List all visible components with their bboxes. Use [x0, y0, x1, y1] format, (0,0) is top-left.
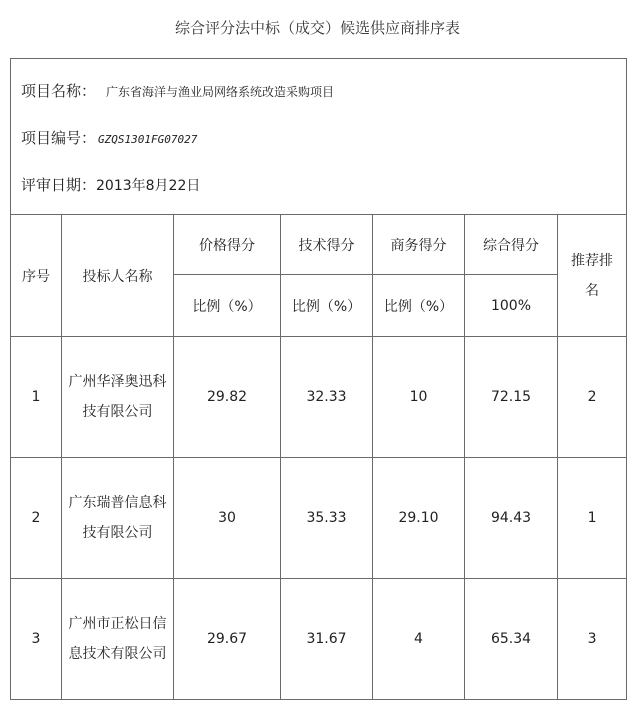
cell-total: 65.34: [465, 579, 558, 700]
review-date-value: 2013年8月22日: [96, 178, 201, 194]
project-code-value: GZQS1301FG07027: [98, 133, 198, 146]
cell-price: 29.67: [174, 579, 281, 700]
cell-total: 72.15: [465, 337, 558, 458]
header-price: 价格得分: [174, 215, 281, 275]
cell-bidder: 广州华泽奥迅科技有限公司: [62, 337, 174, 458]
page-title: 综合评分法中标（成交）候选供应商排序表: [174, 19, 460, 37]
header-bidder: 投标人名称: [62, 215, 174, 337]
table-row: [11, 458, 627, 579]
cell-price: 30: [174, 458, 281, 579]
cell-tech: 35.33: [281, 458, 373, 579]
cell-rank: 1: [558, 458, 627, 579]
cell-bidder: 广州市正松日信息技术有限公司: [62, 579, 174, 700]
cell-seq: 3: [11, 579, 62, 700]
cell-bidder: 广东瑞普信息科技有限公司: [62, 458, 174, 579]
header-total: 综合得分: [465, 215, 558, 275]
review-date-line: [11, 169, 626, 201]
cell-seq: 1: [11, 337, 62, 458]
cell-tech: 32.33: [281, 337, 373, 458]
project-name-label: 项目名称：: [21, 82, 97, 100]
cell-tech: 31.67: [281, 579, 373, 700]
project-name-line: [11, 75, 626, 107]
project-code-line: [11, 122, 626, 154]
ratio-business: 比例（%）: [373, 275, 465, 337]
ranking-table: [10, 58, 627, 700]
cell-price: 29.82: [174, 337, 281, 458]
review-date-label: 评审日期：: [21, 176, 97, 194]
cell-rank: 2: [558, 337, 627, 458]
table-row: [11, 337, 627, 458]
cell-business: 10: [373, 337, 465, 458]
cell-business: 4: [373, 579, 465, 700]
cell-rank: 3: [558, 579, 627, 700]
cell-seq: 2: [11, 458, 62, 579]
header-seq: 序号: [11, 215, 62, 337]
header-rank: 推荐排名: [558, 215, 627, 337]
header-tech: 技术得分: [281, 215, 373, 275]
table-row: [11, 579, 627, 700]
cell-business: 29.10: [373, 458, 465, 579]
ratio-price: 比例（%）: [174, 275, 281, 337]
project-code-label: 项目编号：: [21, 129, 97, 147]
project-info: [11, 59, 627, 215]
cell-total: 94.43: [465, 458, 558, 579]
project-name-value: 广东省海洋与渔业局网络系统改造采购项目: [106, 85, 335, 99]
ratio-tech: 比例（%）: [281, 275, 373, 337]
ratio-total: 100%: [465, 275, 558, 337]
header-business: 商务得分: [373, 215, 465, 275]
